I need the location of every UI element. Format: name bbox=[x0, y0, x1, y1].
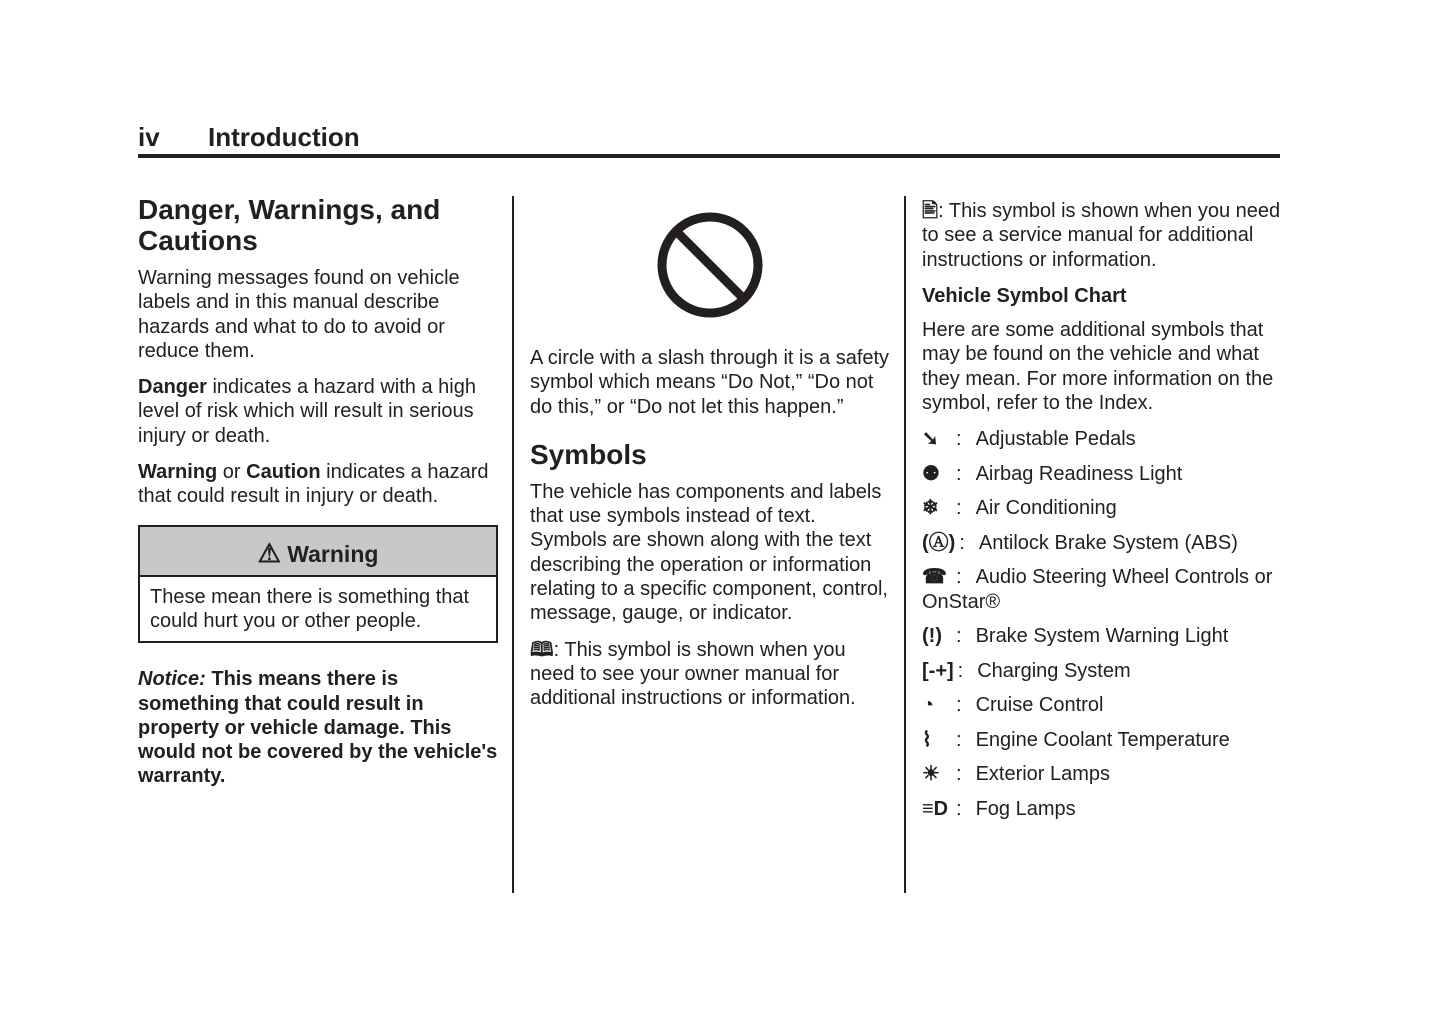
section-title: Introduction bbox=[208, 122, 360, 152]
service-manual-text: : This symbol is shown when you need to see a service manual for additional instructions or information. bbox=[922, 200, 1281, 271]
symbol-item bbox=[922, 496, 1282, 520]
notice-paragraph bbox=[138, 667, 498, 788]
warning-box-body: These mean there is something that could hurt you or other people. bbox=[150, 585, 470, 632]
notice-label: Notice: bbox=[138, 668, 206, 691]
column-1 bbox=[138, 194, 498, 801]
slash-description: A circle with a slash through it is a safety symbol which means “Do Not,” “Do not do this,” or “Do not let this happen.” bbox=[530, 347, 890, 418]
column-3 bbox=[922, 199, 1282, 831]
header-rule bbox=[138, 154, 1280, 158]
colon: : bbox=[956, 625, 962, 648]
colon: : bbox=[956, 694, 962, 717]
owner-manual-paragraph bbox=[530, 638, 890, 711]
symbol-label: Charging System bbox=[977, 659, 1131, 682]
caution-term: Caution bbox=[246, 461, 321, 484]
brake-warning-icon: (!) bbox=[922, 625, 942, 648]
warning-box-title: Warning bbox=[287, 540, 379, 567]
warning-box bbox=[138, 525, 498, 644]
chart-title: Vehicle Symbol Chart bbox=[922, 284, 1127, 307]
audio-steering-icon: ☎ bbox=[922, 566, 947, 589]
column-divider bbox=[904, 196, 906, 893]
symbol-item bbox=[922, 531, 1282, 555]
section-heading: Danger, Warnings, and Cautions bbox=[138, 194, 441, 256]
symbol-item bbox=[922, 797, 1282, 821]
symbol-label: Engine Coolant Temperature bbox=[975, 728, 1230, 751]
symbol-item bbox=[922, 659, 1282, 683]
colon: : bbox=[956, 462, 962, 485]
abs-icon: (Ⓐ) bbox=[922, 531, 956, 554]
symbol-label: Air Conditioning bbox=[975, 497, 1117, 520]
colon: : bbox=[956, 763, 962, 786]
or-text: or bbox=[217, 461, 247, 484]
symbol-item bbox=[922, 624, 1282, 648]
danger-paragraph bbox=[138, 375, 498, 448]
symbol-label: Brake System Warning Light bbox=[975, 625, 1229, 648]
colon: : bbox=[956, 566, 962, 589]
symbols-heading: Symbols bbox=[530, 438, 647, 470]
prohibition-icon bbox=[655, 210, 755, 310]
page-number: iv bbox=[138, 122, 160, 152]
colon: : bbox=[956, 428, 962, 451]
colon: : bbox=[956, 797, 962, 820]
symbols-paragraph: The vehicle has components and labels that use symbols instead of text. Symbols are shown along with the text describing the operation or information relating to a specific component, control, message, gauge, or indicator. bbox=[530, 480, 888, 625]
exterior-lamps-icon: ☀ bbox=[922, 763, 940, 786]
adjustable-pedals-icon: ➘ bbox=[922, 428, 939, 451]
warning-term: Warning bbox=[138, 461, 218, 484]
intro-paragraph: Warning messages found on vehicle labels and in this manual describe hazards and what to do to avoid or reduce them. bbox=[138, 267, 460, 362]
snowflake-icon: ❄ bbox=[922, 497, 939, 520]
symbol-list bbox=[922, 427, 1282, 820]
symbol-item bbox=[922, 462, 1282, 486]
warning-paragraph bbox=[138, 460, 498, 509]
owner-manual-book-icon: 🕮 bbox=[530, 638, 554, 661]
symbol-item bbox=[922, 693, 1282, 717]
symbol-item bbox=[922, 728, 1282, 752]
service-manual-paragraph bbox=[922, 199, 1282, 272]
airbag-icon: ⚉ bbox=[922, 462, 940, 485]
danger-term: Danger bbox=[138, 376, 207, 399]
symbol-label: Audio Steering Wheel Controls or OnStar® bbox=[922, 566, 1273, 613]
coolant-temp-icon: ⌇ bbox=[922, 728, 932, 751]
fog-lamps-icon: ≡D bbox=[922, 797, 949, 820]
colon: : bbox=[956, 497, 962, 520]
symbol-label: Exterior Lamps bbox=[975, 763, 1111, 786]
danger-text: indicates a hazard with a high level of risk which will result in serious injury or death. bbox=[138, 376, 476, 447]
symbol-label: Fog Lamps bbox=[975, 797, 1076, 820]
column-divider bbox=[512, 196, 514, 893]
colon: : bbox=[956, 728, 962, 751]
symbol-item bbox=[922, 565, 1282, 614]
symbol-label: Antilock Brake System (ABS) bbox=[978, 531, 1238, 554]
owner-manual-text: : This symbol is shown when you need to see your owner manual for additional instructions or information. bbox=[530, 638, 856, 710]
service-manual-icon: 🖹 bbox=[922, 200, 939, 222]
colon: : bbox=[959, 531, 965, 554]
warning-box-header bbox=[140, 527, 496, 577]
symbol-label: Cruise Control bbox=[975, 694, 1104, 717]
symbol-label: Airbag Readiness Light bbox=[975, 462, 1183, 485]
symbol-item bbox=[922, 427, 1282, 451]
symbol-label: Adjustable Pedals bbox=[975, 428, 1136, 451]
cruise-control-icon: ◔ bbox=[922, 694, 935, 717]
warning-text: indicates a hazard that could result in injury or death. bbox=[138, 461, 489, 508]
battery-icon: [-+] bbox=[922, 659, 954, 682]
column-2 bbox=[530, 210, 890, 723]
symbol-item bbox=[922, 762, 1282, 786]
colon: : bbox=[957, 659, 964, 682]
warning-triangle-icon: ⚠ bbox=[257, 537, 281, 568]
chart-intro: Here are some additional symbols that may be found on the vehicle and what they mean. For more information on the symbol, refer to the Index. bbox=[922, 319, 1274, 415]
notice-text: This means there is something that could result in property or vehicle damage. This would not be covered by the vehicle's warranty. bbox=[138, 668, 498, 788]
